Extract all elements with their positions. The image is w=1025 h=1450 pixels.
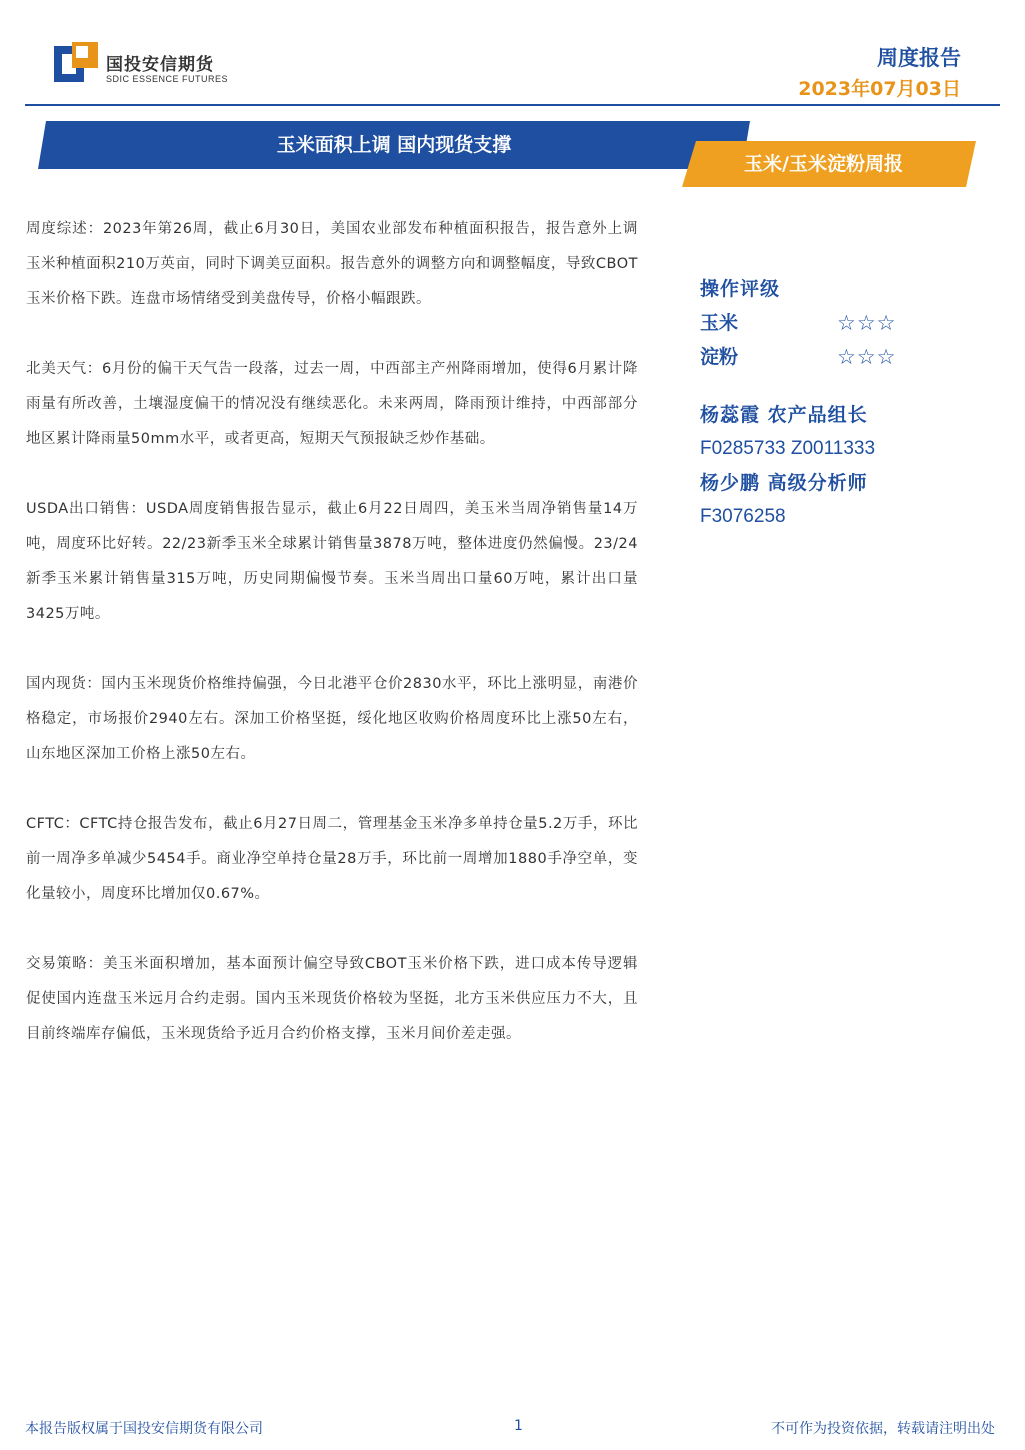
rating-row-corn xyxy=(700,306,960,340)
analyst-name: 杨蕊霞 农产品组长 xyxy=(700,404,868,426)
company-logo xyxy=(54,42,244,88)
subtitle-banner xyxy=(682,141,976,187)
paragraph-trading-strategy: 交易策略：美玉米面积增加，基本面预计偏空导致CBOT玉米价格下跌，进口成本传导逻辑促使国内连盘玉米远月合约走弱。国内玉米现货价格较为坚挺，北方玉米供应压力不大，且目前终端库存偏低，玉米现货给予近月合约价格支撑，玉米月间价差走强。 xyxy=(26,956,638,1042)
report-body xyxy=(26,212,638,1087)
paragraph-cftc: CFTC：CFTC持仓报告发布，截止6月27日周二，管理基金玉米净多单持仓量5.2万手，环比前一周净多单减少5454手。商业净空单持仓量28万手，环比前一周增加1880手净空单，变化量较小，周度环比增加仅0.67%。 xyxy=(26,816,638,902)
analyst-license-ids: F0285733 Z0011333 xyxy=(700,438,876,459)
report-type: 周度报告 xyxy=(877,46,961,70)
paragraph-domestic-spot: 国内现货：国内玉米现货价格维持偏强，今日北港平仓价2830水平，环比上涨明显，南港价格稳定，市场报价2940左右。深加工价格坚挺，绥化地区收购价格周度环比上涨50左右，山东地区深加工价格上涨50左右。 xyxy=(26,676,638,762)
analyst-license-ids: F3076258 xyxy=(700,506,786,527)
paragraph-weekly-summary: 周度综述：2023年第26周，截止6月30日，美国农业部发布种植面积报告，报告意外上调玉米种植面积210万英亩，同时下调美豆面积。报告意外的调整方向和调整幅度，导致CBOT玉米价格下跌。连盘市场情绪受到美盘传导，价格小幅跟跌。 xyxy=(26,221,638,307)
report-date: 2023年07月03日 xyxy=(798,78,961,100)
report-subtitle: 玉米/玉米淀粉周报 xyxy=(744,153,903,175)
page-number: 1 xyxy=(514,1418,523,1434)
footer-copyright: 本报告版权属于国投安信期货有限公司 xyxy=(25,1421,263,1437)
paragraph-usda-export-sales: USDA出口销售：USDA周度销售报告显示，截止6月22日周四，美玉米当周净销售量14万吨，周度环比好转。22/23新季玉米全球累计销售量3878万吨，整体进度仍然偏慢。23/24新季玉米累计销售量315万吨，历史同期偏慢节奏。玉米当周出口量60万吨，累计出口量3425万吨。 xyxy=(26,501,638,622)
rating-heading: 操作评级 xyxy=(700,278,781,300)
rating-row-starch xyxy=(700,340,960,374)
star-rating-icon: ☆☆☆ xyxy=(837,345,897,369)
sidebar xyxy=(700,272,960,534)
title-banner xyxy=(38,121,750,169)
analyst-name: 杨少鹏 高级分析师 xyxy=(700,472,868,494)
rating-name: 玉米 xyxy=(700,312,739,334)
paragraph-north-america-weather: 北美天气：6月份的偏干天气告一段落，过去一周，中西部主产州降雨增加，使得6月累计降雨量有所改善，土壤湿度偏干的情况没有继续恶化。未来两周，降雨预计维持，中西部部分地区累计降雨量50mm水平，或者更高，短期天气预报缺乏炒作基础。 xyxy=(26,361,638,447)
footer-disclaimer: 不可作为投资依据，转载请注明出处 xyxy=(771,1421,995,1437)
star-rating-icon: ☆☆☆ xyxy=(837,311,897,335)
header-divider xyxy=(25,104,1000,106)
logo-chinese-name: 国投安信期货 xyxy=(106,55,214,75)
report-title: 玉米面积上调 国内现货支撑 xyxy=(276,134,512,156)
logo-mark-icon xyxy=(54,42,98,84)
rating-name: 淀粉 xyxy=(700,346,739,368)
logo-english-name: SDIC ESSENCE FUTURES xyxy=(106,74,229,84)
analyst-list xyxy=(700,398,960,534)
